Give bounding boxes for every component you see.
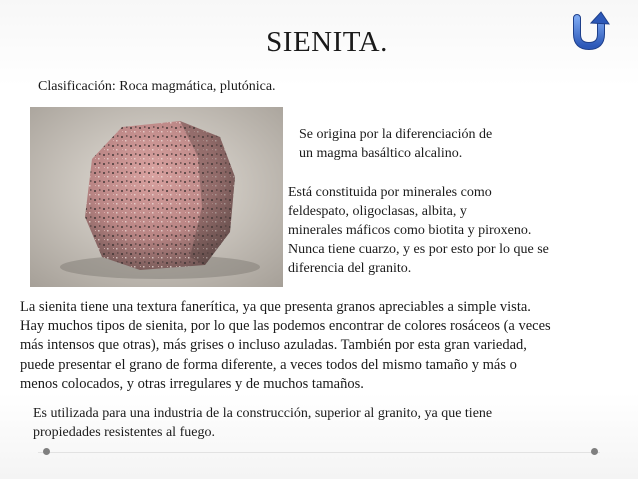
origin-paragraph xyxy=(299,125,579,163)
composition-paragraph xyxy=(288,183,618,278)
texture-line: más intensos que otras), más grises o incluso azuladas. También por esta gran variedad, xyxy=(20,337,527,354)
origin-line: un magma basáltico alcalino. xyxy=(299,146,463,161)
usage-line: Es utilizada para una industria de la construcción, superior al granito, ya que tiene xyxy=(33,406,493,421)
footer-dot-left xyxy=(43,448,50,455)
texture-line: La sienita tiene una textura fanerítica, ya que presenta granos apreciables a simple vista. xyxy=(20,299,531,315)
composition-line: Está constituida por minerales como xyxy=(288,185,492,200)
footer-divider xyxy=(38,452,600,453)
classification-text: Clasificación: Roca magmática, plutónica. xyxy=(38,79,276,94)
origin-line: Se origina por la diferenciación de xyxy=(299,127,493,142)
composition-line: Nunca tiene cuarzo, y es por esto por lo que se xyxy=(288,242,549,257)
usage-paragraph xyxy=(33,404,623,442)
composition-line: feldespato, oligoclasas, albita, y xyxy=(288,204,467,219)
texture-line: puede presentar el grano de forma diferente, a veces todos del mismo tamaño y más o xyxy=(20,356,517,373)
composition-line: diferencia del granito. xyxy=(288,261,412,276)
footer-dot-right xyxy=(591,448,598,455)
back-arrow-icon[interactable] xyxy=(564,8,614,52)
slide-title: SIENITA. xyxy=(266,26,388,58)
composition-line: minerales máficos como biotita y piroxeno. xyxy=(288,223,532,238)
syenite-rock-photo xyxy=(30,107,283,287)
texture-paragraph xyxy=(20,298,632,394)
texture-line: menos colocados, y otras irregulares y de muchos tamaños. xyxy=(20,375,364,392)
usage-line: propiedades resistentes al fuego. xyxy=(33,425,215,440)
texture-line: Hay muchos tipos de sienita, por lo que las podemos encontrar de colores rosáceos (a veces xyxy=(20,318,551,335)
